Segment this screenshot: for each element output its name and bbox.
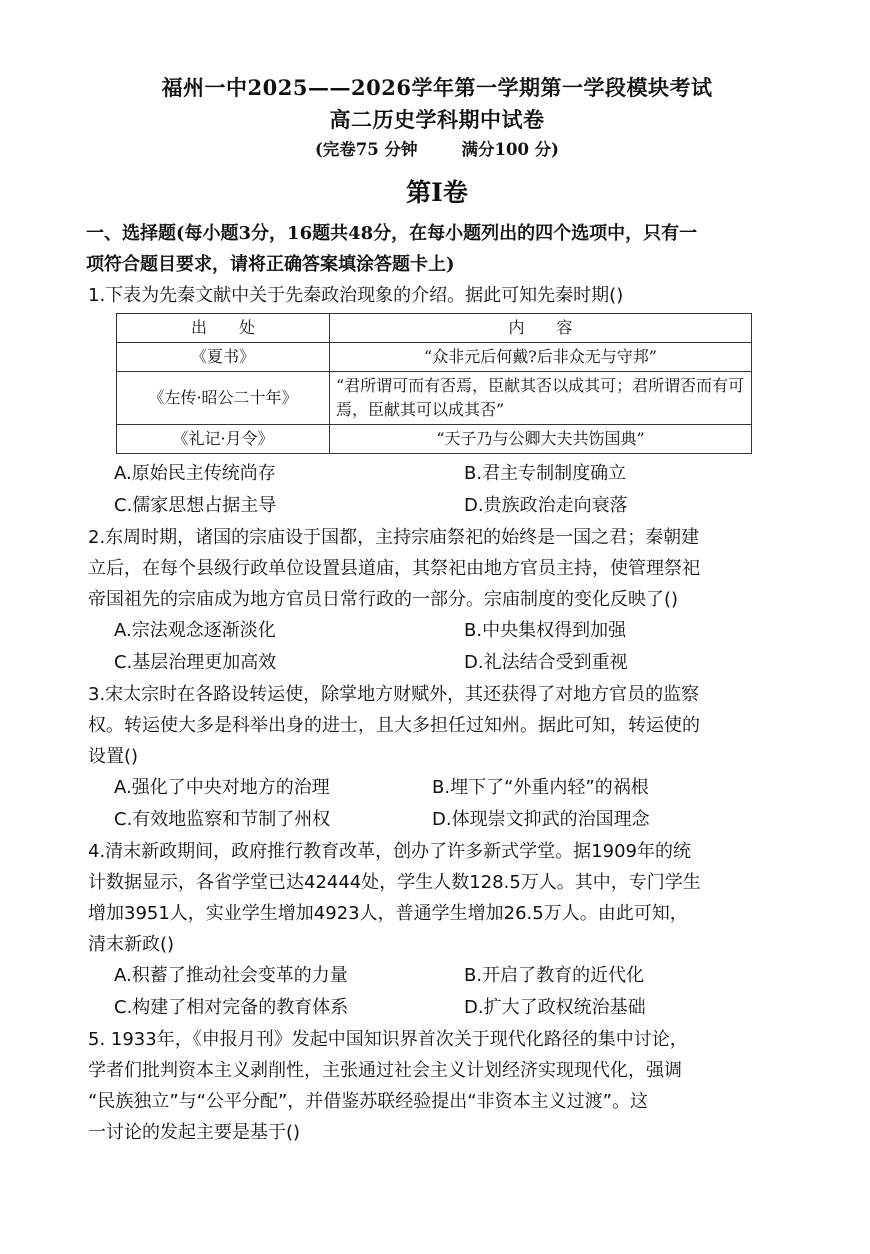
question-2-line-2: 立后，在每个县级行政单位设置县道庙，其祭祀由地方官员主持，使管理祭祀 — [88, 558, 700, 579]
question-3-line-2: 权。转运使大多是科举出身的进士，且大多担任过知州。据此可知，转运使的 — [88, 715, 700, 736]
question-4-line-1: 4.清末新政期间，政府推行教育改革，创办了许多新式学堂。据1909年的统 — [88, 841, 691, 862]
question-1-stem: 1.下表为先秦文献中关于先秦政治现象的介绍。据此可知先秦时期() — [88, 285, 624, 306]
option-b[interactable]: B.开启了教育的近代化 — [464, 965, 645, 986]
question-1-table — [116, 313, 752, 454]
table-row — [117, 343, 752, 372]
question-5-line-4: 一讨论的发起主要是基于() — [88, 1122, 301, 1143]
option-d[interactable]: D.贵族政治走向衰落 — [464, 495, 628, 516]
table-cell-source: 《左传·昭公二十年》 — [117, 372, 330, 425]
option-a[interactable]: A.强化了中央对地方的治理 — [114, 777, 330, 798]
option-d[interactable]: D.礼法结合受到重视 — [464, 652, 628, 673]
table-cell-source: 《夏书》 — [117, 343, 330, 372]
question-1-options — [92, 458, 782, 522]
table-row — [117, 372, 752, 425]
table-cell-content: “众非元后何戴?后非众无与守邦” — [330, 343, 752, 372]
table-row — [117, 425, 752, 454]
table-cell-content: “君所谓可而有否焉，臣献其否以成其可；君所谓否而有可焉，臣献其可以成其否” — [330, 372, 752, 425]
question-5-line-1: 5. 1933年，《申报月刊》发起中国知识界首次关于现代化路径的集中讨论， — [88, 1029, 688, 1050]
section-instructions-line-1: 一、选择题(每小题3分，16题共48分，在每小题列出的四个选项中，只有一 — [86, 223, 698, 244]
question-2-options — [92, 615, 782, 679]
table-cell-source: 《礼记·月令》 — [117, 425, 330, 454]
question-3-options — [92, 772, 782, 836]
option-c[interactable]: C.有效地监察和节制了州权 — [114, 809, 331, 830]
option-c[interactable]: C.儒家思想占据主导 — [114, 495, 277, 516]
question-4-line-2: 计数据显示，各省学堂已达42444处，学生人数128.5万人。其中，专门学生 — [88, 872, 701, 893]
question-2-line-1: 2.东周时期，诸国的宗庙设于国都，主持宗庙祭祀的始终是一国之君；秦朝建 — [88, 527, 700, 548]
table-header-content: 内 容 — [330, 314, 752, 343]
option-b[interactable]: B.中央集权得到加强 — [464, 620, 627, 641]
time-note: (完卷75 分钟 — [314, 140, 418, 159]
question-3-line-3: 设置() — [88, 746, 139, 767]
option-d[interactable]: D.扩大了政权统治基础 — [464, 997, 646, 1018]
section-instructions-line-2: 项符合题目要求，请将正确答案填涂答题卡上) — [86, 254, 455, 275]
option-b[interactable]: B.君主专制制度确立 — [464, 463, 627, 484]
exam-title: 福州一中2025——2026学年第一学期第一学段模块考试 — [161, 75, 713, 100]
option-a[interactable]: A.原始民主传统尚存 — [114, 463, 276, 484]
question-5-line-3: “民族独立”与“公平分配”，并借鉴苏联经验提出“非资本主义过渡”。这 — [88, 1091, 648, 1112]
option-a[interactable]: A.宗法观念逐渐淡化 — [114, 620, 276, 641]
table-header-source: 出 处 — [117, 314, 330, 343]
exam-subtitle: 高二历史学科期中试卷 — [329, 107, 545, 132]
option-b[interactable]: B.埋下了“外重内轻”的祸根 — [432, 777, 649, 798]
option-a[interactable]: A.积蓄了推动社会变革的力量 — [114, 965, 348, 986]
question-4-options — [92, 960, 782, 1024]
question-5-line-2: 学者们批判资本主义剥削性，主张通过社会主义计划经济实现现代化，强调 — [88, 1060, 682, 1081]
exam-time-score — [92, 136, 782, 164]
question-4-line-3: 增加3951人，实业学生增加4923人，普通学生增加26.5万人。由此可知， — [88, 903, 688, 924]
question-3-line-1: 3.宋太宗时在各路设转运使，除掌地方财赋外，其还获得了对地方官员的监察 — [88, 684, 700, 705]
option-d[interactable]: D.体现崇文抑武的治国理念 — [432, 809, 650, 830]
question-2-line-3: 帝国祖先的宗庙成为地方官员日常行政的一部分。宗庙制度的变化反映了() — [88, 589, 679, 610]
question-4-line-4: 清末新政() — [88, 934, 175, 955]
score-note: 满分100 分) — [461, 140, 559, 159]
volume-heading: 第Ⅰ卷 — [406, 178, 468, 207]
option-c[interactable]: C.构建了相对完备的教育体系 — [114, 997, 349, 1018]
table-cell-content: “天子乃与公卿大夫共饬国典” — [330, 425, 752, 454]
table-header-row — [117, 314, 752, 343]
option-c[interactable]: C.基层治理更加高效 — [114, 652, 277, 673]
